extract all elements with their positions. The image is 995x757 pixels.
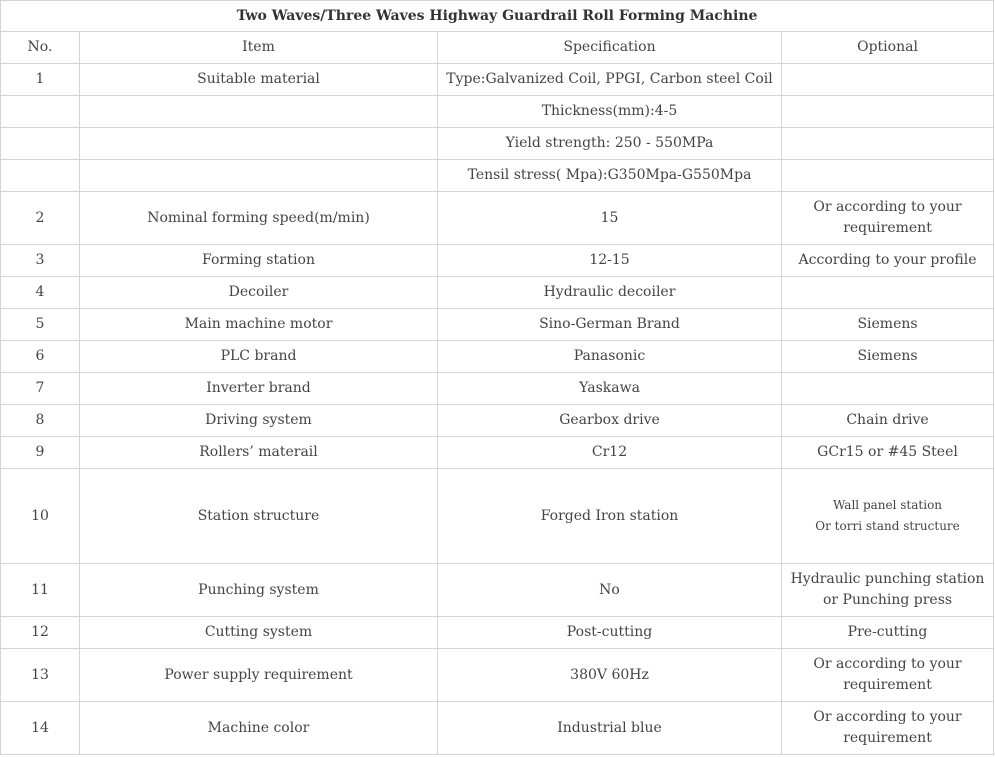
row-number-cell [1, 160, 80, 192]
optional-cell: According to your profile [782, 245, 994, 277]
optional-cell: Hydraulic punching station or Punching press [782, 564, 994, 617]
specification-cell: Gearbox drive [438, 405, 782, 437]
header-row [1, 32, 994, 64]
row-number-cell [1, 96, 80, 128]
optional-line: Wall panel station [833, 498, 943, 512]
optional-cell: Or according to your requirement [782, 702, 994, 755]
optional-cell [782, 64, 994, 96]
specification-cell: Yield strength: 250 - 550MPa [438, 128, 782, 160]
table-row [1, 564, 994, 617]
specification-cell: 15 [438, 192, 782, 245]
row-number-cell: 3 [1, 245, 80, 277]
header-optional: Optional [782, 32, 994, 64]
row-number-cell: 12 [1, 617, 80, 649]
item-cell: Nominal forming speed(m/min) [80, 192, 438, 245]
item-cell: Punching system [80, 564, 438, 617]
header-no: No. [1, 32, 80, 64]
table-title: Two Waves/Three Waves Highway Guardrail Roll Forming Machine [1, 1, 994, 32]
table-row [1, 309, 994, 341]
table-row [1, 277, 994, 309]
item-cell: Power supply requirement [80, 649, 438, 702]
specification-cell: Industrial blue [438, 702, 782, 755]
item-cell: PLC brand [80, 341, 438, 373]
optional-cell [782, 277, 994, 309]
row-number-cell [1, 128, 80, 160]
optional-cell: Or according to your requirement [782, 649, 994, 702]
item-cell: Suitable material [80, 64, 438, 96]
table-row [1, 128, 994, 160]
specification-cell: Cr12 [438, 437, 782, 469]
optional-cell [782, 469, 994, 564]
specification-cell: Tensil stress( Mpa):G350Mpa-G550Mpa [438, 160, 782, 192]
specification-cell: Post-cutting [438, 617, 782, 649]
specification-cell: Forged Iron station [438, 469, 782, 564]
optional-cell [782, 160, 994, 192]
table-row [1, 437, 994, 469]
header-item: Item [80, 32, 438, 64]
row-number-cell: 2 [1, 192, 80, 245]
title-row [1, 1, 994, 32]
optional-line: Or torri stand structure [815, 519, 960, 533]
table-row [1, 341, 994, 373]
table-row [1, 405, 994, 437]
table-row [1, 702, 994, 755]
specification-cell: Type:Galvanized Coil, PPGI, Carbon steel Coil [438, 64, 782, 96]
item-cell: Forming station [80, 245, 438, 277]
table-row [1, 617, 994, 649]
optional-cell: Chain drive [782, 405, 994, 437]
specification-cell: Yaskawa [438, 373, 782, 405]
specification-cell: Sino-German Brand [438, 309, 782, 341]
table-row [1, 245, 994, 277]
item-cell: Station structure [80, 469, 438, 564]
item-cell: Main machine motor [80, 309, 438, 341]
item-cell: Rollers’ materail [80, 437, 438, 469]
specification-cell: 380V 60Hz [438, 649, 782, 702]
table-row [1, 373, 994, 405]
optional-cell: Siemens [782, 341, 994, 373]
row-number-cell: 9 [1, 437, 80, 469]
specification-cell: Hydraulic decoiler [438, 277, 782, 309]
table-row [1, 64, 994, 96]
table-row [1, 160, 994, 192]
item-cell [80, 96, 438, 128]
optional-cell [782, 128, 994, 160]
item-cell [80, 128, 438, 160]
row-number-cell: 10 [1, 469, 80, 564]
table-row [1, 192, 994, 245]
item-cell [80, 160, 438, 192]
optional-cell: Pre-cutting [782, 617, 994, 649]
row-number-cell: 4 [1, 277, 80, 309]
item-cell: Cutting system [80, 617, 438, 649]
table-body [1, 64, 994, 755]
item-cell: Driving system [80, 405, 438, 437]
row-number-cell: 11 [1, 564, 80, 617]
row-number-cell: 14 [1, 702, 80, 755]
optional-cell: GCr15 or #45 Steel [782, 437, 994, 469]
item-cell: Inverter brand [80, 373, 438, 405]
specification-cell: Panasonic [438, 341, 782, 373]
table-row [1, 469, 994, 564]
row-number-cell: 6 [1, 341, 80, 373]
optional-cell: Siemens [782, 309, 994, 341]
optional-cell [782, 96, 994, 128]
table-row [1, 96, 994, 128]
specification-cell: 12-15 [438, 245, 782, 277]
row-number-cell: 7 [1, 373, 80, 405]
row-number-cell: 5 [1, 309, 80, 341]
item-cell: Decoiler [80, 277, 438, 309]
specification-cell: No [438, 564, 782, 617]
header-specification: Specification [438, 32, 782, 64]
row-number-cell: 8 [1, 405, 80, 437]
specification-cell: Thickness(mm):4-5 [438, 96, 782, 128]
row-number-cell: 1 [1, 64, 80, 96]
item-cell: Machine color [80, 702, 438, 755]
optional-cell: Or according to your requirement [782, 192, 994, 245]
table-row [1, 649, 994, 702]
optional-cell [782, 373, 994, 405]
row-number-cell: 13 [1, 649, 80, 702]
